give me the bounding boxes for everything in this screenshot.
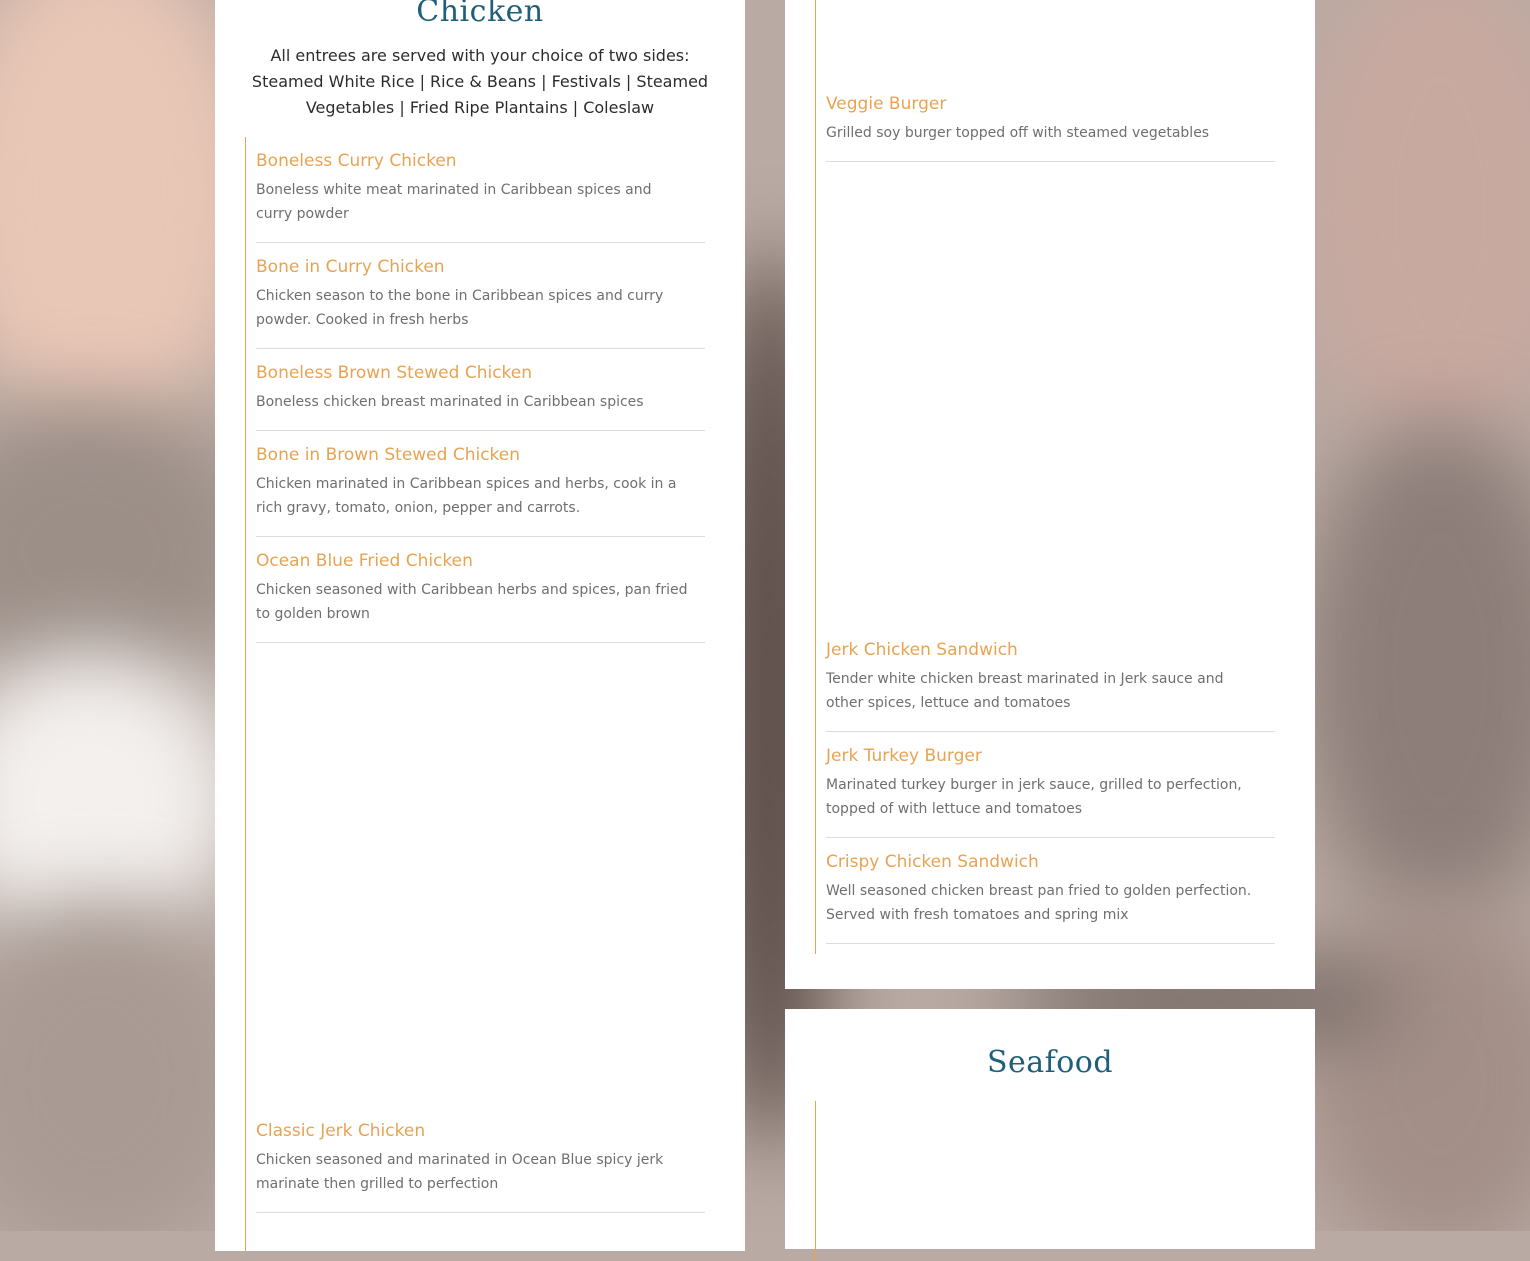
menu-item (826, 639, 1275, 715)
item-divider (256, 1212, 705, 1213)
menu-item-name: Ocean Blue Fried Chicken (256, 551, 473, 571)
chicken-menu-section (215, 0, 745, 1251)
menu-item-name: Jerk Chicken Sandwich (826, 640, 1018, 660)
menu-item (256, 444, 705, 520)
item-divider (826, 161, 1275, 162)
menu-item-description: Chicken season to the bone in Caribbean spices and curry powder. Cooked in fresh herbs (256, 288, 664, 328)
menu-item (826, 851, 1275, 927)
item-divider (256, 642, 705, 643)
menu-item-description: Chicken seasoned and marinated in Ocean Blue spicy jerk marinate then grilled to perfection (256, 1152, 664, 1192)
menu-item-description: Chicken seasoned with Caribbean herbs and spices, pan fried to golden brown (256, 582, 688, 622)
menu-item-description: Marinated turkey burger in jerk sauce, grilled to perfection, topped of with lettuce and tomatoes (826, 777, 1242, 817)
menu-item (256, 362, 705, 414)
menu-item (256, 550, 705, 626)
accent-line (245, 137, 246, 1251)
accent-line (815, 0, 816, 954)
menu-item-description: Chicken marinated in Caribbean spices and herbs, cook in a rich gravy, tomato, onion, pepper and carrots. (256, 476, 677, 516)
menu-item-name: Boneless Brown Stewed Chicken (256, 363, 533, 383)
menu-item-description: Boneless chicken breast marinated in Caribbean spices (256, 394, 644, 410)
item-divider (256, 536, 705, 537)
section-title-chicken: Chicken (416, 0, 544, 29)
menu-item-description: Tender white chicken breast marinated in Jerk sauce and other spices, lettuce and tomatoes (826, 671, 1224, 711)
menu-item-description: Boneless white meat marinated in Caribbean spices and curry powder (256, 182, 652, 222)
item-divider (256, 242, 705, 243)
seafood-menu-section (785, 1009, 1315, 1249)
menu-item-name: Crispy Chicken Sandwich (826, 852, 1039, 872)
item-divider (256, 430, 705, 431)
item-divider (826, 943, 1275, 944)
menu-item-name: Classic Jerk Chicken (256, 1121, 426, 1141)
section-title-seafood: Seafood (986, 1045, 1114, 1080)
menu-item (256, 150, 705, 226)
item-divider (826, 731, 1275, 732)
sandwiches-menu-section (785, 0, 1315, 989)
menu-item-description: Well seasoned chicken breast pan fried to golden perfection. Served with fresh tomatoes and spring mix (826, 883, 1252, 923)
menu-item-name: Bone in Curry Chicken (256, 257, 445, 277)
menu-item-name: Bone in Brown Stewed Chicken (256, 445, 521, 465)
menu-item-description: Grilled soy burger topped off with steamed vegetables (826, 125, 1210, 141)
menu-item (826, 745, 1275, 821)
menu-item (256, 256, 705, 332)
menu-item (256, 1120, 705, 1196)
menu-item-name: Jerk Turkey Burger (826, 746, 982, 766)
item-divider (826, 837, 1275, 838)
menu-item-name: Veggie Burger (826, 94, 947, 114)
menu-item-name: Boneless Curry Chicken (256, 151, 457, 171)
sides-intro-text: All entrees are served with your choice of two sides: Steamed White Rice | Rice & Beans | Festivals | Steamed Vegetables | Fried Ripe Plantains | Coleslaw (251, 46, 709, 117)
accent-line (815, 1101, 816, 1261)
item-divider (256, 348, 705, 349)
menu-item (826, 93, 1275, 145)
